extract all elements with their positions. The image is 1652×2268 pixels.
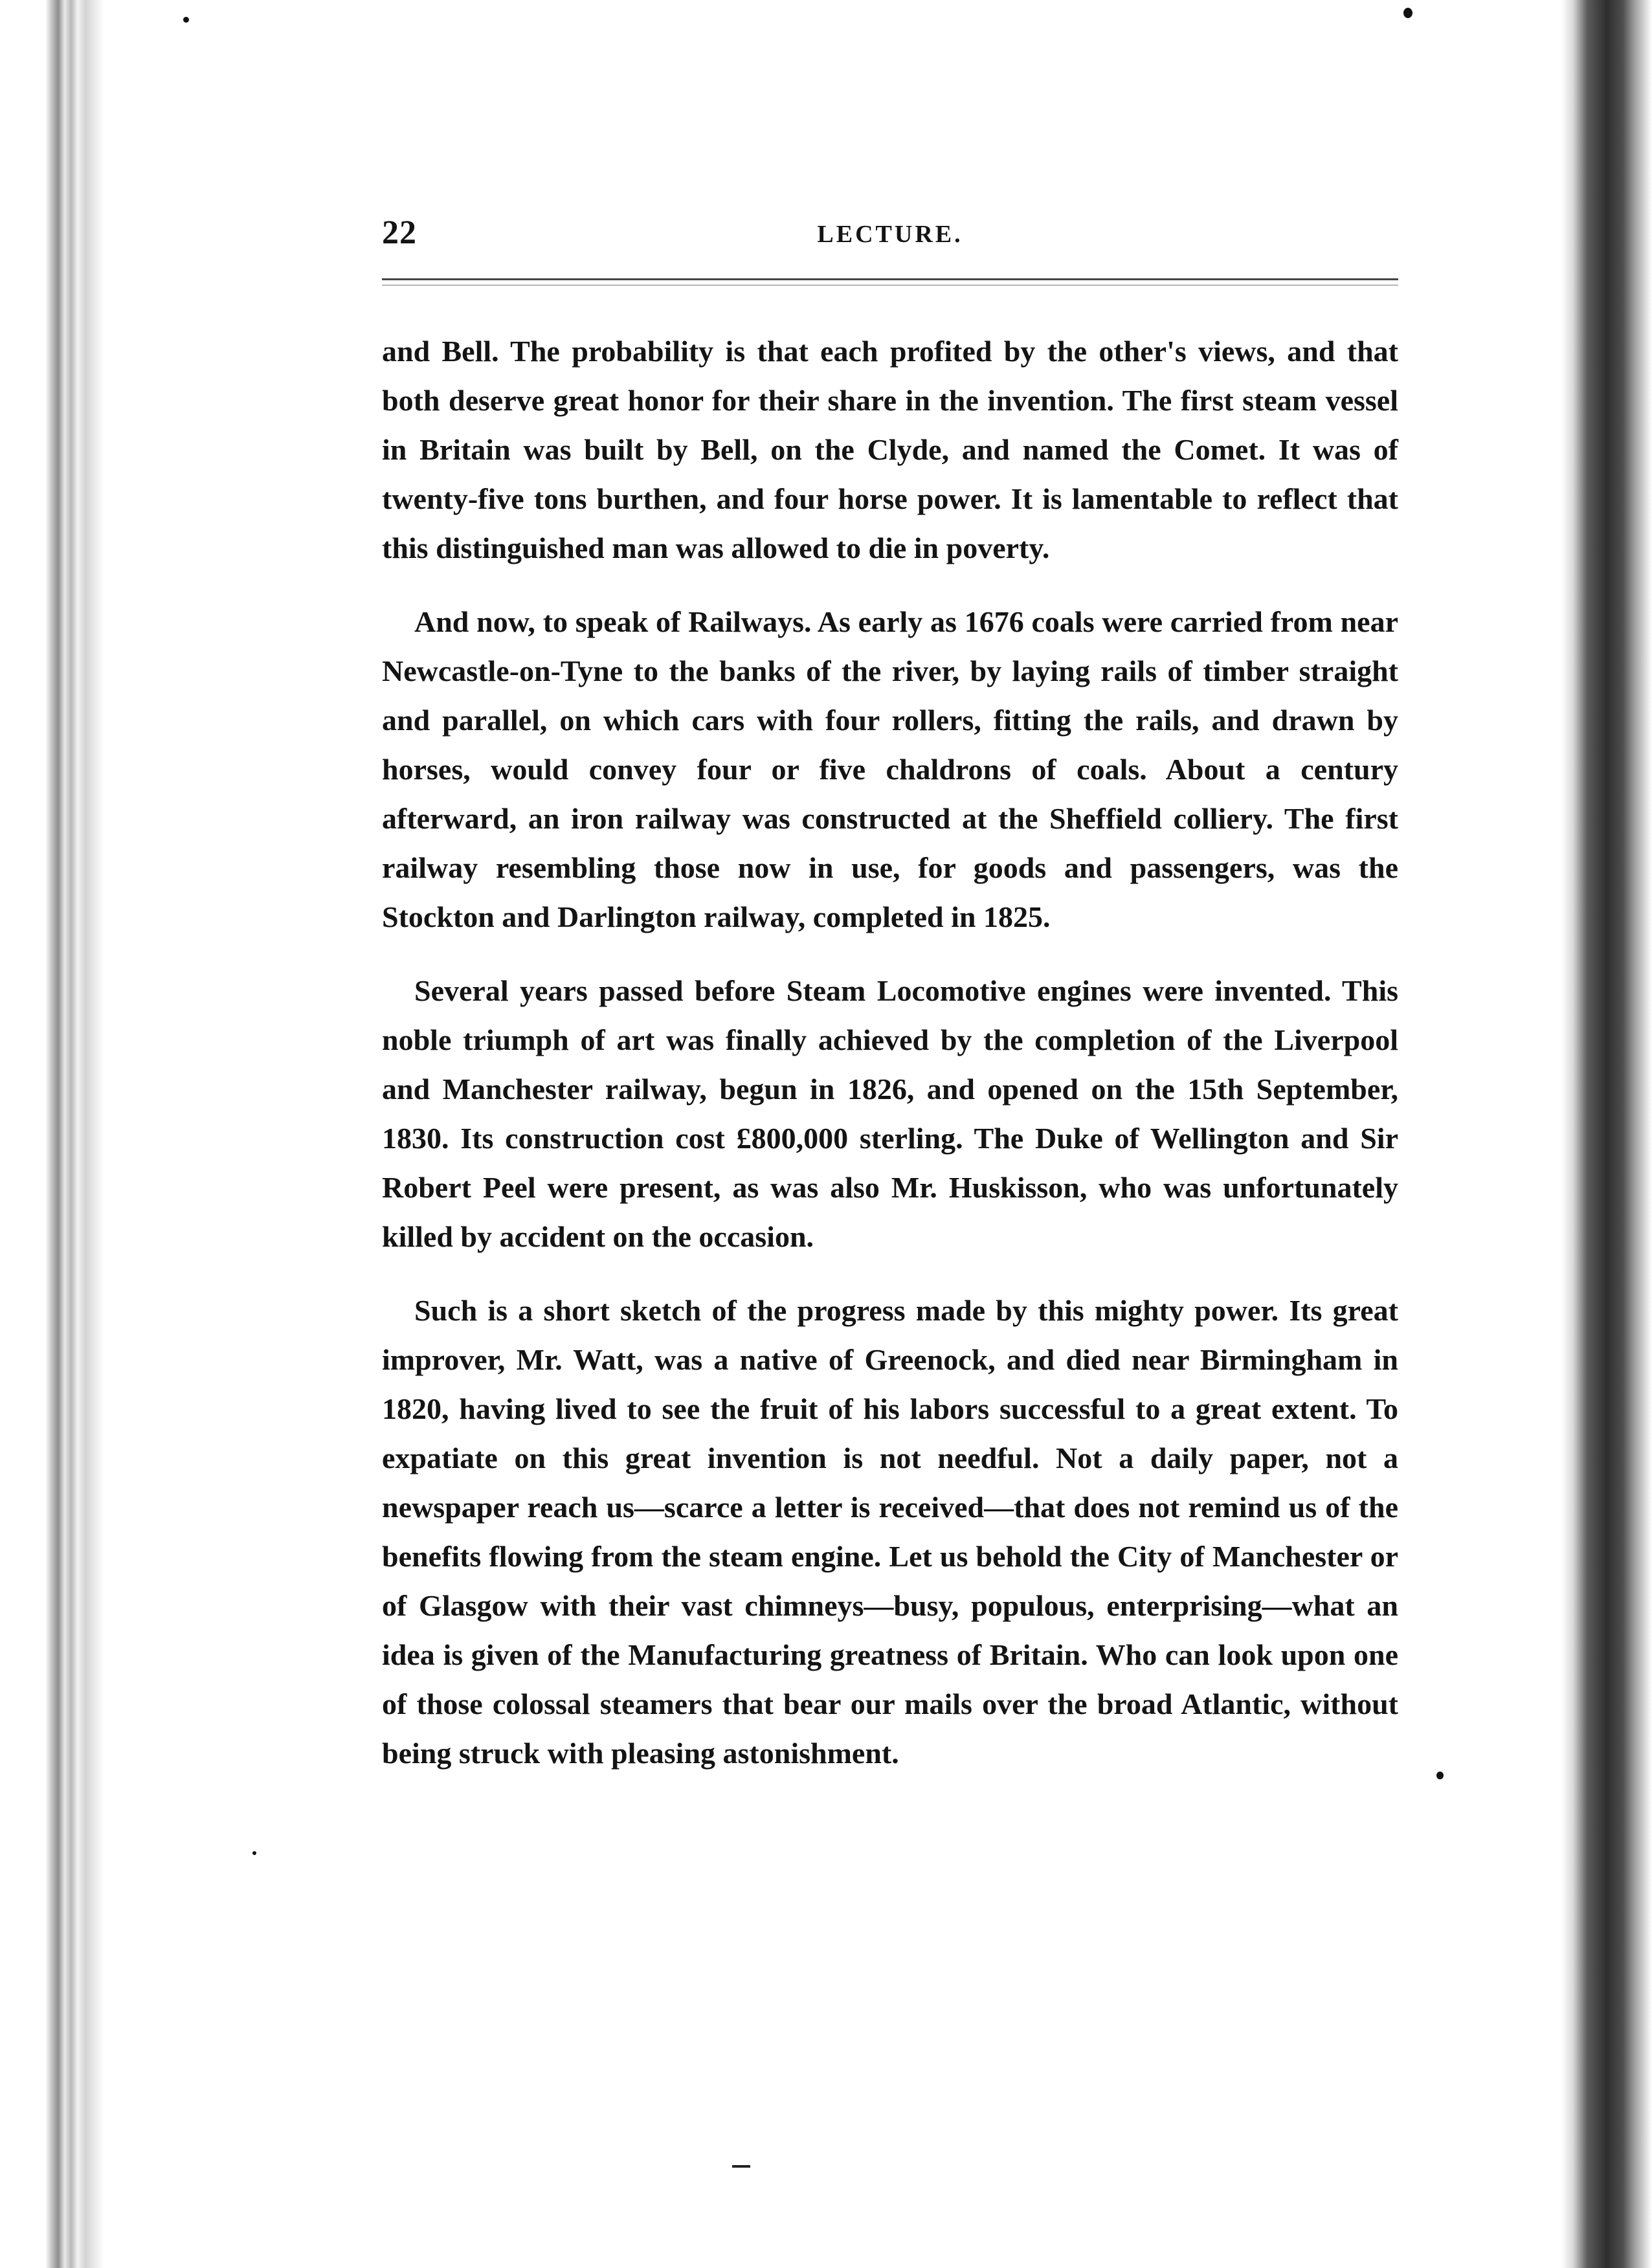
scan-speck [1403,8,1412,18]
body-text [382,327,1398,1803]
book-gutter-left [0,0,104,2268]
paragraph: Such is a short sketch of the progress made by this mighty power. Its great improver, Mr. Watt, was a native of Greenock, and died near Birmingham in 1820, having lived to see the fruit of his labors successful to a great extent. To expatiate on this great invention is not needful. Not a daily paper, not a newspaper reach us—scarce a letter is received—that does not remind us of the benefits flowing from the steam engine. Let us behold the City of Manchester or of Glasgow with their vast chimneys—busy, populous, enterprising—what an idea is given of the Manufacturing greatness of Britain. Who can look upon one of those colossal steamers that bear our mails over the broad Atlantic, without being struck with pleasing astonishment. [382,1294,1398,1770]
book-edge-right [1561,0,1652,2268]
paragraph: And now, to speak of Railways. As early as 1676 coals were carried from near Newcastle-on-Tyne to the banks of the river, by laying rails of timber straight and parallel, on which cars with four rollers, fitting the rails, and drawn by horses, would convey four or five chaldrons of coals. About a century afterward, an iron railway was constructed at the Sheffield colliery. The first railway resembling those now in use, for goods and passengers, was the Stockton and Darlington railway, completed in 1825. [382,605,1398,933]
scan-speck [183,17,189,23]
footer-mark [732,2165,750,2168]
scan-speck [1436,1772,1444,1779]
paragraph: and Bell. The probability is that each profited by the other's views, and that both deserve great honor for their share in the invention. The first steam vessel in Britain was built by Bell, on the Clyde, and named the Comet. It was of twenty-five tons burthen, and four horse power. It is lamentable to reflect that this distinguished man was allowed to die in poverty. [382,335,1398,564]
header-rule [382,278,1398,280]
paragraph: Several years passed before Steam Locomotive engines were invented. This noble triumph of art was finally achieved by the completion of the Liverpool and Manchester railway, begun in 1826, and opened on the 15th September, 1830. Its construction cost £800,000 sterling. The Duke of Wellington and Sir Robert Peel were present, as was also Mr. Huskisson, who was unfortunately killed by accident on the occasion. [382,974,1398,1253]
running-head [382,214,1398,259]
scan-speck [252,1851,256,1855]
book-page [382,214,1398,1961]
page-number: 22 [382,214,417,251]
running-title: LECTURE. [817,221,963,248]
